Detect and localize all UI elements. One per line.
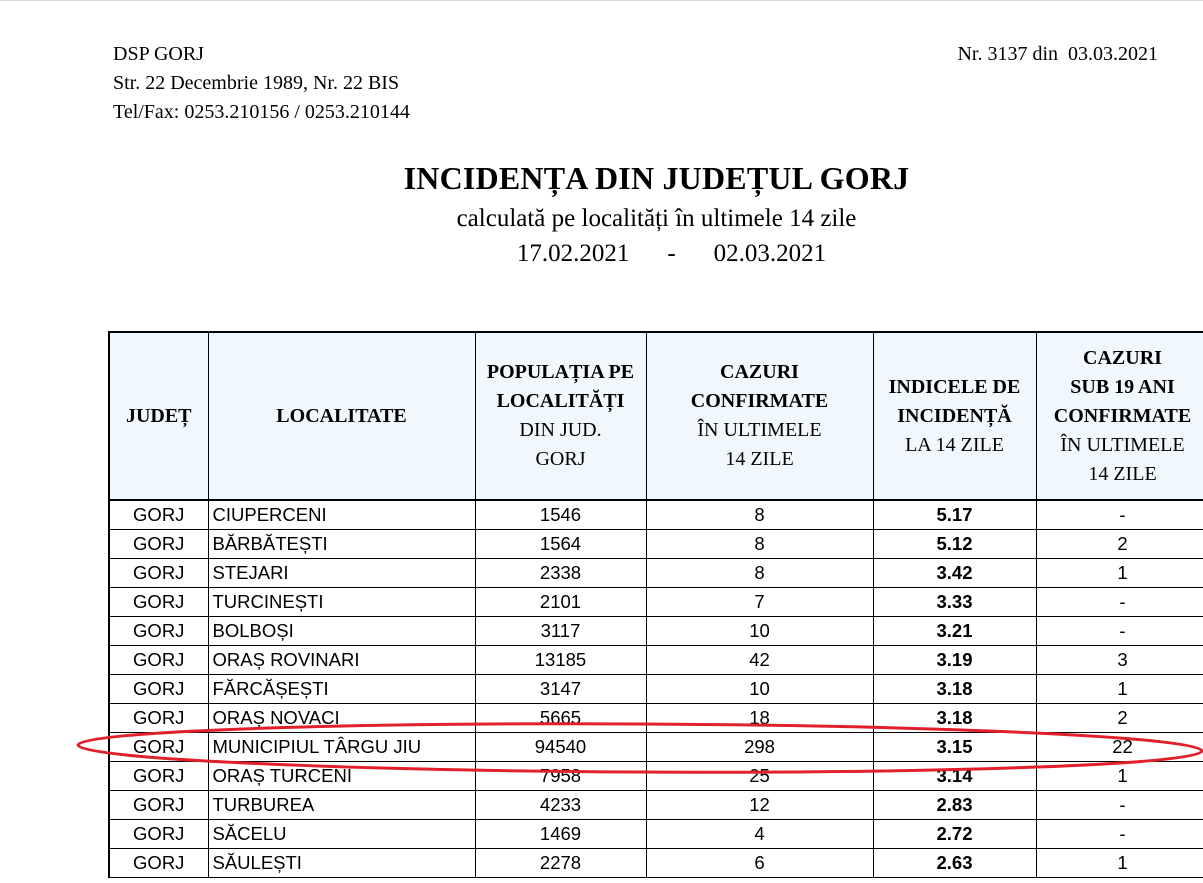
cell-cazuri: 8 <box>646 500 873 530</box>
cell-populatie: 2338 <box>475 559 646 588</box>
cell-sub19: 22 <box>1036 733 1203 762</box>
cell-cazuri: 6 <box>646 849 873 878</box>
cell-localitate: BĂRBĂTEȘTI <box>208 530 475 559</box>
cell-cazuri: 18 <box>646 704 873 733</box>
table-header-row <box>109 332 1203 500</box>
cell-localitate: ORAȘ NOVACI <box>208 704 475 733</box>
cell-judet: GORJ <box>109 704 208 733</box>
cell-populatie: 2278 <box>475 849 646 878</box>
cell-judet: GORJ <box>109 791 208 820</box>
cell-populatie: 3147 <box>475 675 646 704</box>
sender-address: Str. 22 Decembrie 1989, Nr. 22 BIS <box>113 72 400 94</box>
table-row <box>109 704 1203 733</box>
table-row <box>109 733 1203 762</box>
cell-cazuri: 7 <box>646 588 873 617</box>
cell-localitate: ORAȘ TURCENI <box>208 762 475 791</box>
table-row <box>109 559 1203 588</box>
sender-phone: Tel/Fax: 0253.210156 / 0253.210144 <box>113 101 410 123</box>
cell-localitate: FĂRCĂȘEȘTI <box>208 675 475 704</box>
cell-judet: GORJ <box>109 559 208 588</box>
cell-localitate: SĂULEȘTI <box>208 849 475 878</box>
sender-block <box>113 40 410 127</box>
cell-sub19: - <box>1036 500 1203 530</box>
cell-localitate: BOLBOȘI <box>208 617 475 646</box>
period-end: 02.03.2021 <box>713 240 827 267</box>
cell-sub19: 1 <box>1036 762 1203 791</box>
cell-sub19: 1 <box>1036 559 1203 588</box>
table-row <box>109 849 1203 878</box>
table-row <box>109 588 1203 617</box>
cell-indice: 3.42 <box>873 559 1036 588</box>
cell-cazuri: 298 <box>646 733 873 762</box>
table-row <box>109 762 1203 791</box>
cell-sub19: - <box>1036 791 1203 820</box>
cell-sub19: - <box>1036 617 1203 646</box>
header-sub19: CAZURI SUB 19 ANI CONFIRMATE ÎN ULTIMELE 14 ZILE <box>1036 332 1203 500</box>
cell-cazuri: 42 <box>646 646 873 675</box>
cell-cazuri: 25 <box>646 762 873 791</box>
cell-cazuri: 10 <box>646 617 873 646</box>
document-title: INCIDENȚA DIN JUDEȚUL GORJ <box>403 160 910 196</box>
cell-indice: 3.15 <box>873 733 1036 762</box>
header-populatie: POPULAȚIA PE LOCALITĂȚI DIN JUD. GORJ <box>475 332 646 500</box>
cell-judet: GORJ <box>109 588 208 617</box>
cell-indice: 5.17 <box>873 500 1036 530</box>
cell-indice: 3.33 <box>873 588 1036 617</box>
cell-indice: 2.72 <box>873 820 1036 849</box>
cell-indice: 3.14 <box>873 762 1036 791</box>
cell-populatie: 5665 <box>475 704 646 733</box>
table-body <box>109 500 1203 878</box>
cell-judet: GORJ <box>109 646 208 675</box>
header-judet: JUDEȚ <box>109 332 208 500</box>
cell-indice: 2.63 <box>873 849 1036 878</box>
cell-indice: 2.83 <box>873 791 1036 820</box>
cell-judet: GORJ <box>109 849 208 878</box>
cell-localitate: CIUPERCENI <box>208 500 475 530</box>
cell-populatie: 7958 <box>475 762 646 791</box>
cell-judet: GORJ <box>109 617 208 646</box>
cell-populatie: 3117 <box>475 617 646 646</box>
header-localitate: LOCALITATE <box>208 332 475 500</box>
table-row <box>109 530 1203 559</box>
header-cazuri: CAZURI CONFIRMATE ÎN ULTIMELE 14 ZILE <box>646 332 873 500</box>
cell-indice: 5.12 <box>873 530 1036 559</box>
table-row <box>109 500 1203 530</box>
cell-sub19: 1 <box>1036 849 1203 878</box>
cell-judet: GORJ <box>109 762 208 791</box>
cell-judet: GORJ <box>109 500 208 530</box>
cell-sub19: 2 <box>1036 530 1203 559</box>
cell-judet: GORJ <box>109 733 208 762</box>
cell-localitate: TURBUREA <box>208 791 475 820</box>
cell-localitate: ORAȘ ROVINARI <box>208 646 475 675</box>
table-row <box>109 675 1203 704</box>
cell-localitate: TURCINEȘTI <box>208 588 475 617</box>
document-number: Nr. 3137 din 03.03.2021 <box>957 43 1158 65</box>
cell-cazuri: 12 <box>646 791 873 820</box>
cell-judet: GORJ <box>109 820 208 849</box>
document-subtitle: calculată pe localități în ultimele 14 zile <box>456 205 857 232</box>
table-row <box>109 820 1203 849</box>
table-row <box>109 617 1203 646</box>
cell-populatie: 4233 <box>475 791 646 820</box>
cell-judet: GORJ <box>109 675 208 704</box>
cell-sub19: 2 <box>1036 704 1203 733</box>
period-range <box>0 240 1203 268</box>
cell-sub19: 1 <box>1036 675 1203 704</box>
incidence-table <box>108 331 1203 878</box>
cell-cazuri: 8 <box>646 559 873 588</box>
cell-cazuri: 10 <box>646 675 873 704</box>
cell-populatie: 2101 <box>475 588 646 617</box>
period-start: 17.02.2021 <box>516 240 630 267</box>
cell-sub19: 3 <box>1036 646 1203 675</box>
cell-cazuri: 8 <box>646 530 873 559</box>
period-separator: - <box>667 240 676 267</box>
cell-indice: 3.21 <box>873 617 1036 646</box>
cell-localitate: MUNICIPIUL TÂRGU JIU <box>208 733 475 762</box>
cell-populatie: 1564 <box>475 530 646 559</box>
cell-sub19: - <box>1036 820 1203 849</box>
cell-populatie: 1469 <box>475 820 646 849</box>
table-row <box>109 646 1203 675</box>
cell-populatie: 94540 <box>475 733 646 762</box>
cell-populatie: 1546 <box>475 500 646 530</box>
cell-populatie: 13185 <box>475 646 646 675</box>
cell-indice: 3.19 <box>873 646 1036 675</box>
cell-judet: GORJ <box>109 530 208 559</box>
top-border-line <box>0 0 1203 1</box>
cell-sub19: - <box>1036 588 1203 617</box>
sender-org: DSP GORJ <box>113 43 204 65</box>
cell-localitate: SĂCELU <box>208 820 475 849</box>
cell-indice: 3.18 <box>873 675 1036 704</box>
cell-cazuri: 4 <box>646 820 873 849</box>
table-row <box>109 791 1203 820</box>
cell-localitate: STEJARI <box>208 559 475 588</box>
cell-indice: 3.18 <box>873 704 1036 733</box>
header-indice: INDICELE DE INCIDENȚĂ LA 14 ZILE <box>873 332 1036 500</box>
